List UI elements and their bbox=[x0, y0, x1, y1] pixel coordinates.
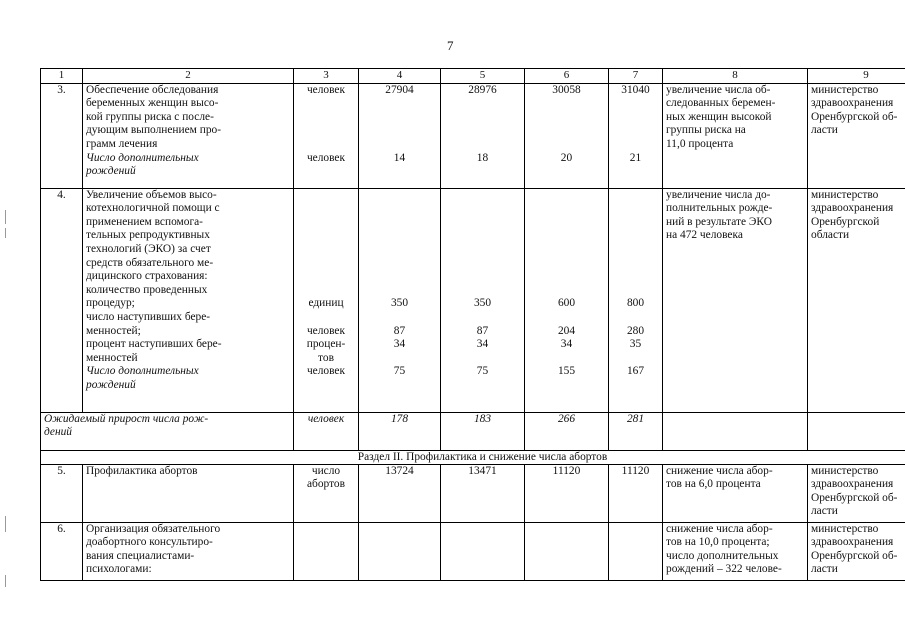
text-line: дений bbox=[44, 426, 72, 439]
text-line: ласти bbox=[811, 563, 838, 576]
value: 87 bbox=[476, 324, 489, 337]
text-line: тельных репродуктивных bbox=[86, 229, 210, 242]
value: 87 bbox=[393, 324, 406, 337]
margin-mark bbox=[5, 228, 6, 238]
text-line: процедур; bbox=[86, 297, 135, 310]
text-line: менностей; bbox=[86, 324, 141, 337]
text-line: кой группы риска с после- bbox=[86, 110, 214, 123]
value-cell bbox=[609, 83, 663, 188]
text-line: доабортного консультиро- bbox=[86, 536, 213, 549]
text-line: рождений – 322 челове- bbox=[666, 563, 782, 576]
value-cell bbox=[441, 188, 525, 412]
text-line: группы риска на bbox=[666, 124, 746, 137]
text-line: Оренбургской об- bbox=[811, 491, 898, 504]
value: 183 bbox=[441, 412, 525, 450]
expected-result bbox=[663, 522, 808, 580]
col-number: 2 bbox=[83, 69, 294, 84]
value: 600 bbox=[557, 297, 576, 310]
section-title: Раздел II. Профилактика и снижение числа абортов bbox=[41, 450, 905, 464]
value: 11120 bbox=[609, 464, 663, 522]
table-row bbox=[41, 522, 905, 580]
value: 13724 bbox=[359, 464, 441, 522]
text-line: министерство bbox=[811, 522, 879, 535]
value: 13471 bbox=[441, 464, 525, 522]
unit: процен- bbox=[306, 338, 346, 351]
expected-growth-label bbox=[41, 412, 294, 450]
row-number: 4. bbox=[41, 188, 83, 412]
table-row bbox=[41, 464, 905, 522]
margin-mark bbox=[5, 575, 6, 587]
table-row bbox=[41, 412, 905, 450]
executor bbox=[808, 522, 905, 580]
text-line: Обеспечение обследования bbox=[86, 83, 219, 96]
value-cell bbox=[525, 188, 609, 412]
text-line: министерство bbox=[811, 83, 879, 96]
value: 34 bbox=[560, 338, 573, 351]
executor bbox=[808, 83, 905, 188]
value: 178 bbox=[359, 412, 441, 450]
unit: число bbox=[311, 464, 341, 477]
measure-name bbox=[83, 522, 294, 580]
value: 350 bbox=[473, 297, 492, 310]
text-line: ных женщин высокой bbox=[666, 110, 772, 123]
value-cell bbox=[525, 83, 609, 188]
unit: человек bbox=[306, 324, 346, 337]
text-line: Оренбургской bbox=[811, 215, 880, 228]
empty-cell bbox=[525, 522, 609, 580]
text-line: ласти bbox=[811, 505, 838, 518]
text-line: рождений bbox=[86, 378, 136, 391]
value: 280 bbox=[626, 324, 645, 337]
text-line: процент наступивших бере- bbox=[86, 338, 222, 351]
col-number: 3 bbox=[294, 69, 359, 84]
text-line: здравоохранения bbox=[811, 97, 894, 110]
col-number: 7 bbox=[609, 69, 663, 84]
col-number: 8 bbox=[663, 69, 808, 84]
text-line: число наступивших бере- bbox=[86, 310, 211, 323]
text-line: следованных беремен- bbox=[666, 97, 776, 110]
value: 155 bbox=[557, 365, 576, 378]
text-line: тов на 10,0 процента; bbox=[666, 536, 770, 549]
text-line: средств обязательного ме- bbox=[86, 256, 214, 269]
value: 35 bbox=[629, 338, 642, 351]
unit: абортов bbox=[307, 478, 345, 491]
value: 28976 bbox=[468, 83, 497, 96]
text-line: здравоохранения bbox=[811, 478, 894, 491]
unit: человек bbox=[294, 412, 359, 450]
value: 34 bbox=[393, 338, 406, 351]
unit: человек bbox=[306, 151, 346, 164]
text-line: Оренбургской об- bbox=[811, 110, 898, 123]
empty-cell bbox=[359, 522, 441, 580]
value: 20 bbox=[560, 151, 573, 164]
value: 800 bbox=[626, 297, 645, 310]
text-line: Оренбургской об- bbox=[811, 549, 898, 562]
column-number-row bbox=[41, 69, 905, 84]
value: 167 bbox=[626, 365, 645, 378]
margin-mark bbox=[5, 210, 6, 224]
unit: человек bbox=[306, 365, 346, 378]
plan-table bbox=[40, 68, 905, 581]
unit-cell bbox=[294, 188, 359, 412]
unit-cell bbox=[294, 83, 359, 188]
text-line: здравоохранения bbox=[811, 202, 894, 215]
text-line: применением вспомога- bbox=[86, 215, 203, 228]
text-line: министерство bbox=[811, 188, 879, 201]
row-number: 6. bbox=[41, 522, 83, 580]
unit: тов bbox=[318, 351, 334, 364]
text-line: Увеличение объемов высо- bbox=[86, 188, 217, 201]
executor bbox=[808, 464, 905, 522]
text-line: психологами: bbox=[86, 563, 152, 576]
text-line: Ожидаемый прирост числа рож- bbox=[44, 412, 209, 425]
empty-cell bbox=[663, 412, 808, 450]
col-number: 5 bbox=[441, 69, 525, 84]
text-line: ний в результате ЭКО bbox=[666, 215, 772, 228]
text-line: увеличение числа до- bbox=[666, 188, 771, 201]
table-row bbox=[41, 83, 905, 188]
text-line: менностей bbox=[86, 351, 138, 364]
text-line: тов на 6,0 процента bbox=[666, 478, 761, 491]
text-line: на 472 человека bbox=[666, 229, 743, 242]
measure-name bbox=[83, 83, 294, 188]
value-cell bbox=[441, 83, 525, 188]
expected-result bbox=[663, 83, 808, 188]
value-cell bbox=[359, 188, 441, 412]
col-number: 9 bbox=[808, 69, 905, 84]
col-number: 1 bbox=[41, 69, 83, 84]
empty-cell bbox=[609, 522, 663, 580]
text-line: министерство bbox=[811, 464, 879, 477]
value: 75 bbox=[393, 365, 406, 378]
empty-cell bbox=[294, 522, 359, 580]
text-line: дующим выполнением про- bbox=[86, 124, 222, 137]
value: 21 bbox=[629, 151, 642, 164]
text-line: вания специалистами- bbox=[86, 549, 195, 562]
unit: человек bbox=[306, 83, 346, 96]
table-row bbox=[41, 188, 905, 412]
text-line: грамм лечения bbox=[86, 137, 158, 150]
value: 18 bbox=[476, 151, 489, 164]
text-line: области bbox=[811, 229, 850, 242]
value: 34 bbox=[476, 338, 489, 351]
text-line: здравоохранения bbox=[811, 536, 894, 549]
text-line: Число дополнительных bbox=[86, 365, 199, 378]
value: 350 bbox=[390, 297, 409, 310]
text-line: 11,0 процента bbox=[666, 137, 734, 150]
text-line: увеличение числа об- bbox=[666, 83, 771, 96]
unit: единиц bbox=[308, 297, 344, 310]
expected-result bbox=[663, 464, 808, 522]
row-number: 5. bbox=[41, 464, 83, 522]
measure-name: Профилактика абортов bbox=[83, 464, 294, 522]
empty-cell bbox=[808, 412, 905, 450]
value: 266 bbox=[525, 412, 609, 450]
value: 14 bbox=[393, 151, 406, 164]
unit-cell bbox=[294, 464, 359, 522]
col-number: 6 bbox=[525, 69, 609, 84]
value: 11120 bbox=[525, 464, 609, 522]
value: 31040 bbox=[621, 83, 650, 96]
value: 30058 bbox=[552, 83, 581, 96]
text-line: Число дополнительных bbox=[86, 151, 199, 164]
text-line: количество проведенных bbox=[86, 283, 208, 296]
text-line: Организация обязательного bbox=[86, 522, 221, 535]
text-line: дицинского страхования: bbox=[86, 270, 208, 283]
measure-name bbox=[83, 188, 294, 412]
value: 27904 bbox=[385, 83, 414, 96]
row-number: 3. bbox=[41, 83, 83, 188]
text-line: рождений bbox=[86, 165, 136, 178]
text-line: число дополнительных bbox=[666, 549, 779, 562]
value: 281 bbox=[609, 412, 663, 450]
text-line: технологий (ЭКО) за счет bbox=[86, 242, 211, 255]
value: 204 bbox=[557, 324, 576, 337]
expected-result bbox=[663, 188, 808, 412]
text-line: снижение числа абор- bbox=[666, 464, 773, 477]
text-line: ласти bbox=[811, 124, 838, 137]
executor bbox=[808, 188, 905, 412]
empty-cell bbox=[441, 522, 525, 580]
margin-mark bbox=[5, 516, 6, 532]
page-number: 7 bbox=[447, 38, 454, 53]
text-line: полнительных рожде- bbox=[666, 202, 773, 215]
text-line: снижение числа абор- bbox=[666, 522, 773, 535]
value-cell bbox=[609, 188, 663, 412]
value: 75 bbox=[476, 365, 489, 378]
value-cell bbox=[359, 83, 441, 188]
col-number: 4 bbox=[359, 69, 441, 84]
section-row bbox=[41, 450, 905, 464]
text-line: котехнологичной помощи с bbox=[86, 202, 220, 215]
text-line: беременных женщин высо- bbox=[86, 97, 219, 110]
